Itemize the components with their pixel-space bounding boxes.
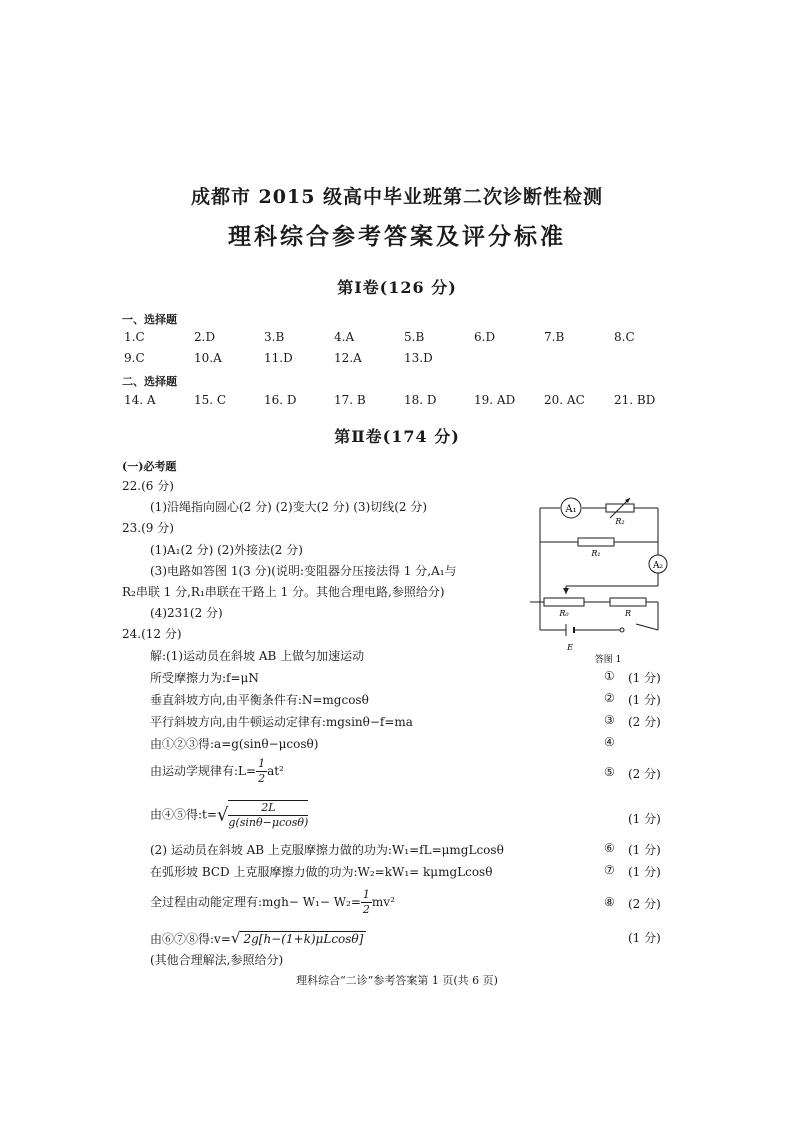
formula-text: mv² <box>371 895 395 909</box>
formula-text: 由⑥⑦⑧得:v= <box>150 932 231 946</box>
answer-item: 16. D <box>264 393 297 407</box>
answer-item: 11.D <box>264 351 293 365</box>
q24-line-11 <box>150 929 366 947</box>
q24-line-10 <box>150 888 395 917</box>
answer-item: 2.D <box>194 330 216 344</box>
fraction <box>256 757 267 786</box>
q23-answer-1: (1)A₁(2 分) (2)外接法(2 分) <box>150 543 303 557</box>
equation-mark: ① <box>604 669 615 683</box>
resistor-r <box>610 598 646 606</box>
q24-line-4: 平行斜坡方向,由牛顿运动定律有:mgsinθ−f=ma <box>150 715 413 729</box>
circuit-diagram <box>530 490 670 665</box>
answer-item: 19. AD <box>474 393 516 407</box>
score-label: (2 分) <box>628 897 661 911</box>
label-a1: A₁ <box>565 504 577 515</box>
formula-text: at² <box>267 764 284 778</box>
score-label: (1 分) <box>628 693 661 707</box>
document-subtitle: 理科综合参考答案及评分标准 <box>228 223 566 250</box>
q24-line-8: (2) 运动员在斜坡 AB 上克服摩擦力做的功为:W₁=fL=μmgLcosθ <box>150 843 504 857</box>
page-footer: 理科综合“二诊”参考答案第 1 页(共 6 页) <box>296 974 498 987</box>
fraction-numerator: 2L <box>228 801 308 816</box>
resistor-r1 <box>578 538 614 546</box>
formula-text: 由运动学规律有:L= <box>150 764 257 778</box>
q24-line-9: 在弧形坡 BCD 上克服摩擦力做的功为:W₂=kW₁= kμmgLcosθ <box>150 865 493 879</box>
switch-lever <box>636 624 658 630</box>
fraction-denominator: 2 <box>362 903 370 916</box>
sqrt-sign: √ <box>216 804 229 826</box>
score-label: (2 分) <box>628 767 661 781</box>
score-label: (1 分) <box>628 812 661 826</box>
fraction-numerator: 1 <box>258 757 266 770</box>
answer-item: 12.A <box>334 351 362 365</box>
fraction-denominator: g(sinθ−μcosθ) <box>228 816 309 829</box>
q24-line-7 <box>150 800 308 830</box>
equation-mark: ⑤ <box>604 765 615 779</box>
q24-heading: 24.(12 分) <box>122 627 182 641</box>
answer-item: 1.C <box>124 330 145 344</box>
q24-line-2: 所受摩擦力为:f=μN <box>150 671 259 685</box>
q23-answer-3b: R₂串联 1 分,R₁串联在干路上 1 分。其他合理电路,参照给分) <box>122 585 445 599</box>
q24-line-5: 由①②③得:a=g(sinθ−μcosθ) <box>150 737 319 751</box>
answer-item: 7.B <box>544 330 565 344</box>
label-r: R <box>624 609 632 618</box>
label-a2: A₂ <box>652 561 664 571</box>
figure-caption: 答图 1 <box>594 655 622 665</box>
answer-item: 17. B <box>334 393 366 407</box>
q23-answer-3a: (3)电路如答图 1(3 分)(说明:变阻器分压接法得 1 分,A₁与 <box>150 564 457 578</box>
label-r2: R₂ <box>615 517 625 526</box>
slider-arrow-icon <box>563 588 569 594</box>
answer-item: 10.A <box>194 351 222 365</box>
part1-title: 第Ⅰ卷(126 分) <box>337 278 457 297</box>
score-label: (1 分) <box>628 843 661 857</box>
answer-item: 21. BD <box>614 393 656 407</box>
answer-item: 14. A <box>124 393 156 407</box>
fraction <box>228 800 308 830</box>
q23-heading: 23.(9 分) <box>122 521 174 535</box>
fraction-numerator: 1 <box>362 888 370 901</box>
equation-mark: ⑧ <box>604 895 615 909</box>
score-label: (2 分) <box>628 715 661 729</box>
equation-mark: ⑥ <box>604 841 615 855</box>
section2-title: 二、选择题 <box>122 375 177 388</box>
equation-mark: ⑦ <box>604 863 615 877</box>
score-label: (1 分) <box>628 671 661 685</box>
answer-item: 5.B <box>404 330 425 344</box>
answer-item: 9.C <box>124 351 145 365</box>
part2-title: 第Ⅱ卷(174 分) <box>334 427 460 446</box>
radicand: 2g[h−(1+k)μLcosθ] <box>240 931 366 946</box>
q24-line-3: 垂直斜坡方向,由平衡条件有:N=mgcosθ <box>150 693 369 707</box>
switch-contact <box>620 628 624 632</box>
score-label: (1 分) <box>628 865 661 879</box>
label-r0: R₀ <box>559 609 569 618</box>
sqrt-sign: √ <box>230 929 241 947</box>
equation-mark: ④ <box>604 735 615 749</box>
answer-item: 15. C <box>194 393 227 407</box>
q23-answer-4: (4)231(2 分) <box>150 606 223 620</box>
q22-answer: (1)沿绳指向圆心(2 分) (2)变大(2 分) (3)切线(2 分) <box>150 500 428 514</box>
fraction <box>361 888 372 917</box>
label-e: E <box>567 643 573 652</box>
q24-line-12: (其他合理解法,参照给分) <box>150 953 284 967</box>
q22-heading: 22.(6 分) <box>122 479 174 493</box>
answer-item: 20. AC <box>544 393 585 407</box>
fraction-denominator: 2 <box>258 772 266 785</box>
formula-text: 全过程由动能定理有:mgh− W₁− W₂= <box>150 895 361 909</box>
answer-item: 18. D <box>404 393 437 407</box>
score-label: (1 分) <box>628 931 661 945</box>
answer-item: 6.D <box>474 330 496 344</box>
required-section-title: (一)必考题 <box>122 460 177 473</box>
answer-item: 3.B <box>264 330 285 344</box>
q24-line-1: 解:(1)运动员在斜坡 AB 上做匀加速运动 <box>150 649 365 663</box>
answer-item: 4.A <box>334 330 355 344</box>
answer-item: 13.D <box>404 351 433 365</box>
document-title: 成都市 2015 级高中毕业班第二次诊断性检测 <box>190 186 604 208</box>
equation-mark: ③ <box>604 713 615 727</box>
section1-title: 一、选择题 <box>122 313 177 326</box>
label-r1: R₁ <box>591 549 601 558</box>
formula-text: 由④⑤得:t= <box>150 807 217 822</box>
q24-line-6 <box>150 757 284 786</box>
answer-item: 8.C <box>614 330 635 344</box>
rheostat-r0 <box>544 598 584 606</box>
equation-mark: ② <box>604 691 615 705</box>
